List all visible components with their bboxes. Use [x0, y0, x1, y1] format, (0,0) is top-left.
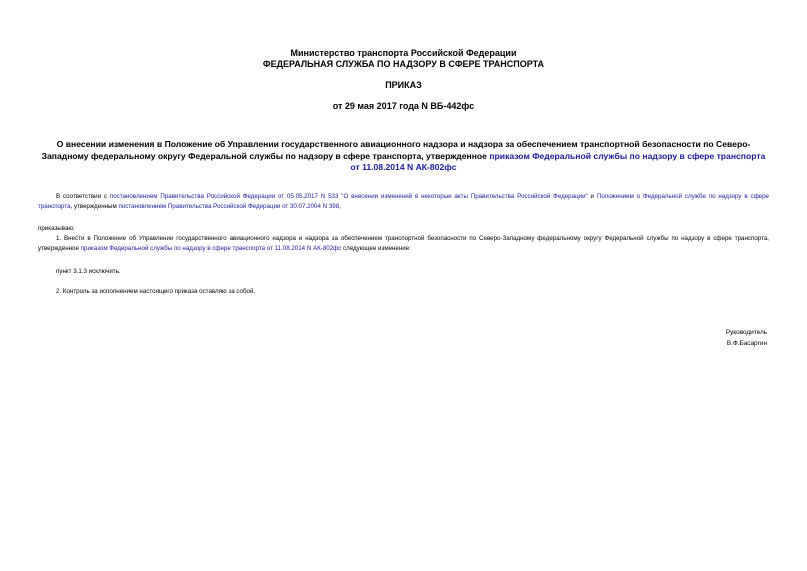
signer-name: В.Ф.Басаргин — [726, 340, 767, 347]
paragraph-item-2: 2. Контроль за исполнением настоящего приказа оставляю за собой. — [56, 288, 256, 295]
link-regulation[interactable]: Положением о Федеральной службе по надзору в сфере транспорта — [38, 193, 769, 210]
link-resolution-398[interactable]: постановлением Правительства Российской Федерации от 30.07.2004 N 398 — [118, 203, 340, 210]
text-fragment: следующее изменение: — [341, 245, 411, 252]
link-order-ak-802[interactable]: приказом Федеральной службы по надзору в сфере транспорта от 11.08.2014 N АК-802фс — [80, 245, 342, 252]
text-fragment: и — [587, 193, 597, 200]
text-fragment: 1. Внести в Положение об Управлении государственного авиационного надзора и надзора за обеспечением транспортной безопасности по Северо-Западному федеральному округу Федеральной службы по надзору в сфере транспорта, утвержденное — [38, 235, 769, 252]
doc-date: от 29 мая 2017 года N ВБ-442фс — [332, 101, 475, 111]
link-resolution-533[interactable]: постановлением Правительства Российской Федерации от 05.05.2017 N 533 "О внесении изменений в некоторые акты Правительства Российской Федерации" — [109, 193, 588, 200]
signature-block — [726, 327, 767, 349]
text-fragment: В соответствии с — [56, 193, 110, 200]
title-text: О внесении изменения в Положение об Управлении государственного авиационного надзора и надзора за обеспечением транспортной безопасности по Северо-Западному федеральному округу Федеральной службы по надзору в сфере транспорта, утвержденное — [41, 139, 751, 161]
header-block — [40, 48, 767, 70]
service-name: ФЕДЕРАЛЬНАЯ СЛУЖБА ПО НАДЗОРУ В СФЕРЕ ТРАНСПОРТА — [262, 59, 545, 69]
ministry-name: Министерство транспорта Российской Федерации — [290, 48, 517, 58]
title-link[interactable]: приказом Федеральной службы по надзору в сфере транспорта от 11.08.2014 N АК-802фс — [350, 150, 766, 172]
signer-role: Руководитель — [725, 329, 767, 336]
paragraph-clause: пункт 3.1.3 исключить. — [56, 268, 121, 275]
text-fragment: , — [339, 203, 341, 210]
order-word: приказываю: — [38, 225, 75, 232]
paragraph-item-1 — [38, 234, 769, 254]
text-fragment: , утвержденным — [70, 203, 119, 210]
doc-type: ПРИКАЗ — [385, 80, 422, 90]
document-title — [38, 139, 769, 174]
paragraph-basis — [38, 192, 769, 212]
